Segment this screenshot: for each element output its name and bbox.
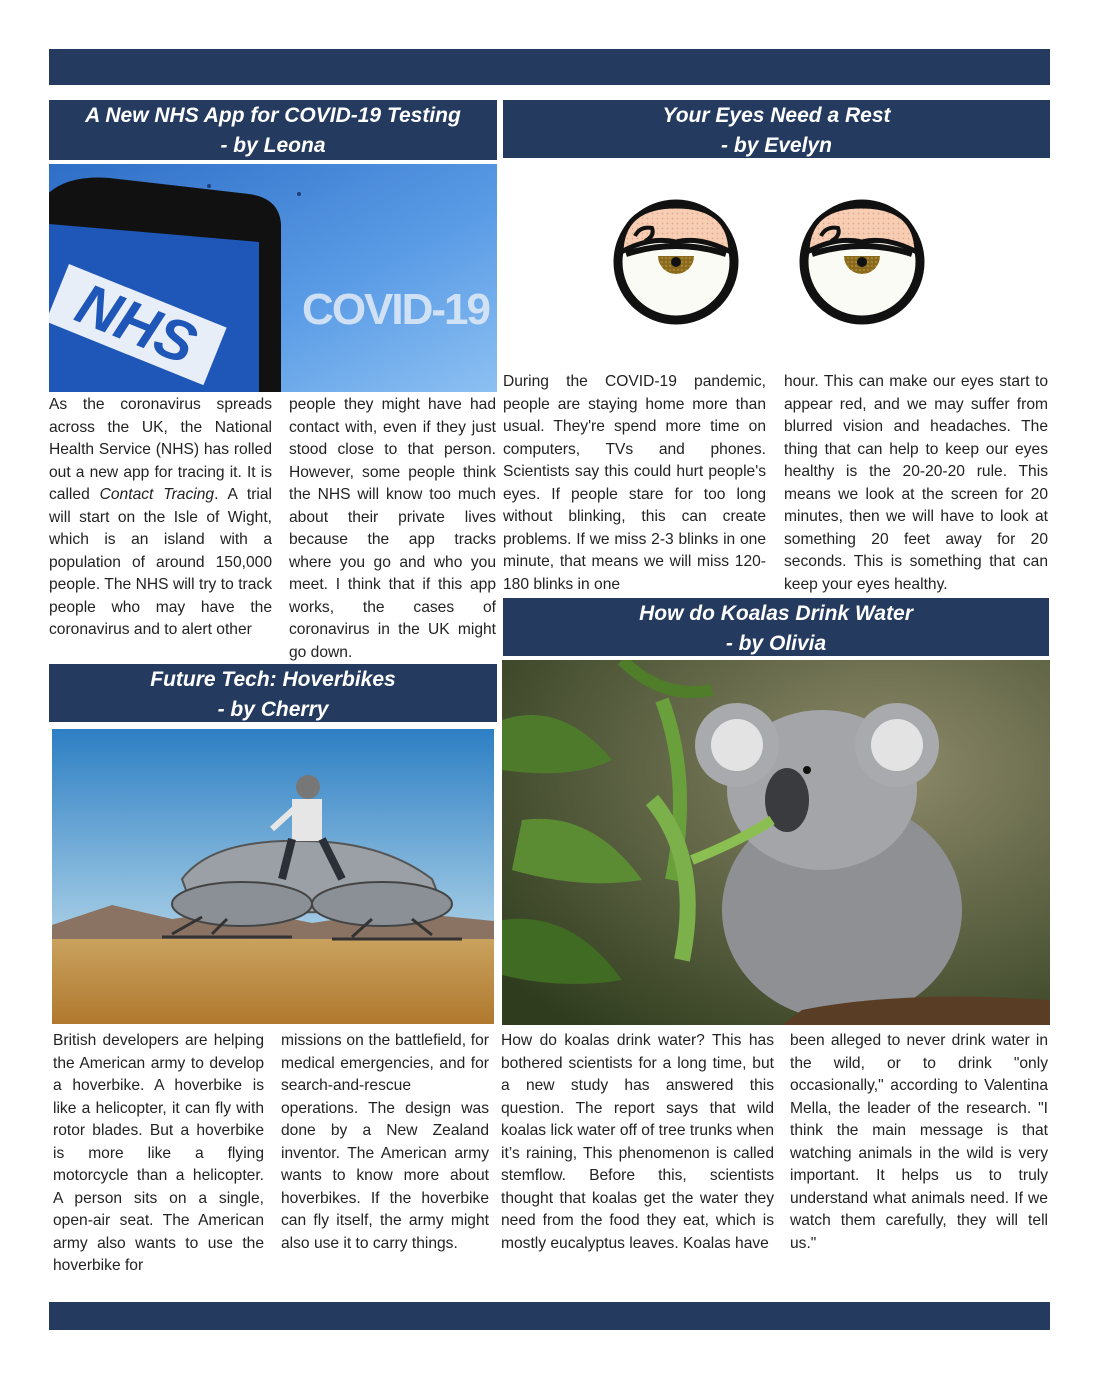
nhs-col1-text-rest: . A trial will start on the Isle of Wight, which is an island with a population of around 150,000 people. The NHS will try to track people who may have the coronavirus and to alert other	[49, 486, 272, 638]
left-eye-icon	[618, 204, 734, 320]
koalas-article-column-2: been alleged to never drink water in the wild, or to drink "only occasionally," according to Valentina Mella, the leader of the research. "I think the main message is that watching animals in the wild is very important. It helps us to truly understand what animals need. If we watch them carefully, they will tell us."	[790, 1032, 1048, 1252]
right-eye-icon	[804, 204, 920, 320]
eyes-article-header	[503, 100, 1050, 158]
hoverbikes-article-column-1: British developers are helping the American army to develop a hoverbike. A hoverbike is like a helicopter, it can fly with rotor blades. But a hoverbike is more like a flying motorcycle than a helicopter. A person sits on a single, open-air seat. The American army also wants to use the hoverbike for	[53, 1032, 264, 1274]
hoverbikes-article-header	[49, 664, 497, 722]
nhs-article-column-2: people they might have had contact with, even if they just stood close to that person. However, some people think the NHS will know too much about their private lives because the app tracks where you go and who you meet. I think that if this app works, the cases of coronavirus in the UK might go down.	[289, 396, 496, 661]
nhs-logo-text: NHS	[67, 271, 206, 378]
nhs-article-byline: - by Leona	[220, 134, 326, 157]
koalas-article-title: How do Koalas Drink Water	[639, 602, 913, 625]
nhs-col1-text: As the coronavirus spreads across the UK, the National Health Service (NHS) has rolled out a new app for tracing it. It is called	[49, 396, 272, 503]
nhs-photo	[49, 164, 497, 392]
sleepy-eyes-illustration	[600, 196, 940, 326]
koalas-article-byline: - by Olivia	[725, 632, 827, 655]
koalas-article-column-1: How do koalas drink water? This has bothered scientists for a long time, but a new study has answered this question. The report says that wild koalas lick water off of tree trunks when it’s raining, This phenomenon is called stemflow. Before this, scientists thought that koalas get the water they need from the food they eat, which is mostly eucalyptus leaves. Koalas have	[501, 1032, 774, 1252]
hoverbikes-article-byline: - by Cherry	[217, 698, 329, 721]
eyes-article-column-1: During the COVID-19 pandemic, people are staying home more than usual. They're spend more time on computers, TVs and phones. Scientists say this could hurt people's eyes. If people stare for too long without blinking, this can create problems. If we miss 2-3 blinks in one minute, that means we will miss 120-180 blinks in one	[503, 373, 766, 593]
covid-image-text: COVID-19	[302, 285, 489, 334]
hoverbike-photo	[52, 729, 494, 1024]
eyes-article-title: Your Eyes Need a Rest	[662, 104, 891, 127]
eyes-article-byline: - by Evelyn	[721, 134, 832, 157]
nhs-article-column-1	[49, 394, 272, 642]
nhs-article-header	[49, 100, 497, 160]
contact-tracing-term: Contact Tracing	[99, 486, 215, 503]
top-banner	[49, 49, 1050, 85]
hoverbikes-article-title: Future Tech: Hoverbikes	[150, 668, 396, 691]
nhs-article-title: A New NHS App for COVID-19 Testing	[85, 104, 461, 127]
koala-photo	[502, 660, 1050, 1025]
koalas-article-header	[503, 598, 1049, 656]
bottom-banner	[49, 1302, 1050, 1330]
eyes-article-column-2: hour. This can make our eyes start to appear red, and we may suffer from blurred vision and headaches. The thing that can help to keep our eyes healthy is the 20-20-20 rule. This means we look at the screen for 20 minutes, then we will have to look at something 20 feet away for 20 seconds. This is something that can keep your eyes healthy.	[784, 373, 1048, 593]
hoverbikes-article-column-2: missions on the battlefield, for medical emergencies, and for search-and-rescue operations. The design was done by a New Zealand inventor. The American army wants to know more about hoverbikes. If the hoverbike can fly itself, the army might also use it to carry things.	[281, 1032, 489, 1252]
